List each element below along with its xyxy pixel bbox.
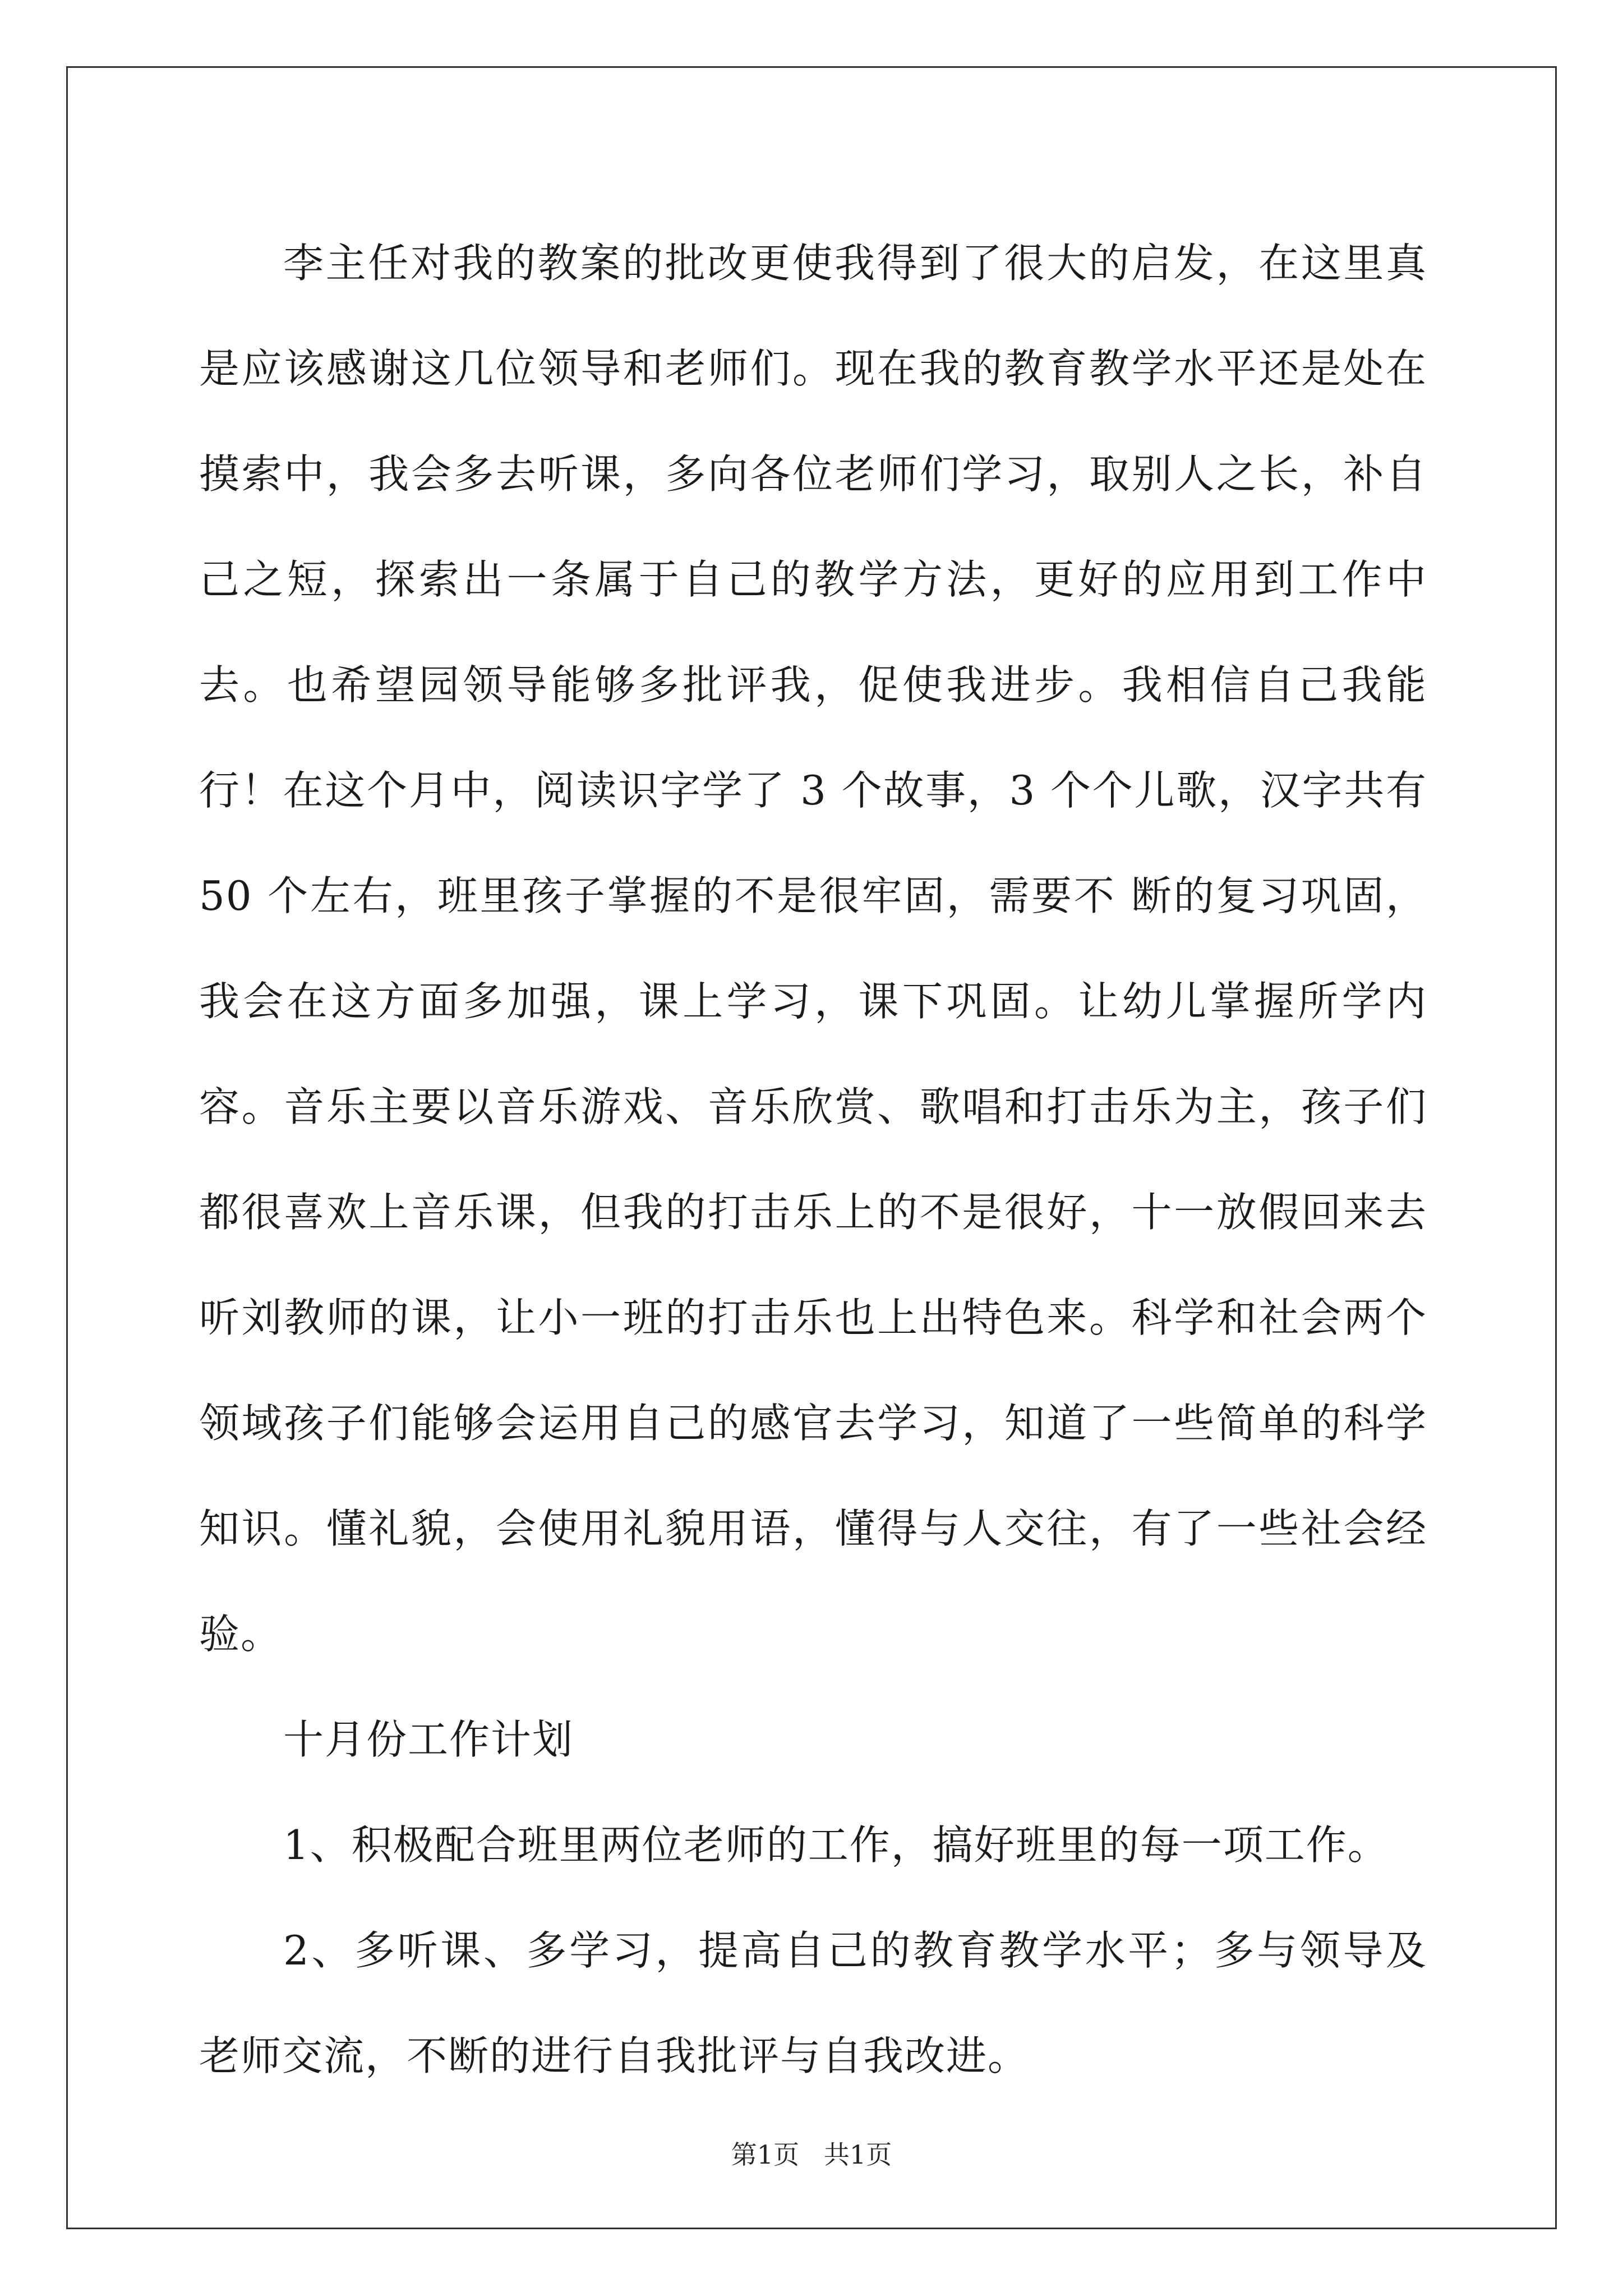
paragraph-plan-heading: 十月份工作计划 — [283, 1716, 574, 1763]
paragraph-plan-item-1: 1、积极配合班里两位老师的工作，搞好班里的每一项工作。 — [283, 1821, 1389, 1869]
page-number-footer: 第1页 共1页 — [731, 2139, 892, 2170]
paragraph-plan-item-2: 2、多听课、多学习，提高自己的教育教学水平；多与领导及老师交流，不断的进行自我批评与自我改进。 — [199, 1927, 1427, 2079]
paragraph-main: 李主任对我的教案的批改更使我得到了很大的启发，在这里真是应该感谢这几位领导和老师们。现在我的教育教学水平还是处在摸索中，我会多去听课，多向各位老师们学习，取别人之长，补自己之短，探索出一条属于自己的教学方法，更好的应用到工作中去。也希望园领导能够多批评我，促使我进步。我相信自己我能行！在这个月中，阅读识字学了 3 个故事，3 个个儿歌，汉字共有 50 个左右，班里孩子掌握的不是很牢固，需要不 断的复习巩固，我会在这方面多加强，课上学习，课下巩固。让幼儿掌握所学内容。音乐主要以音乐游戏、音乐欣赏、歌唱和打击乐为主，孩子们都很喜欢上音乐课，但我的打击乐上的不是很好，十一放假回来去听刘教师的课，让小一班的打击乐也上出特色来。科学和社会两个领域孩子们能够会运用自己的感官去学习，知道了一些简单的科学知识。懂礼貌，会使用礼貌用语，懂得与人交往，有了一些社会经验。 — [199, 240, 1427, 1658]
document-body — [199, 210, 1427, 2109]
